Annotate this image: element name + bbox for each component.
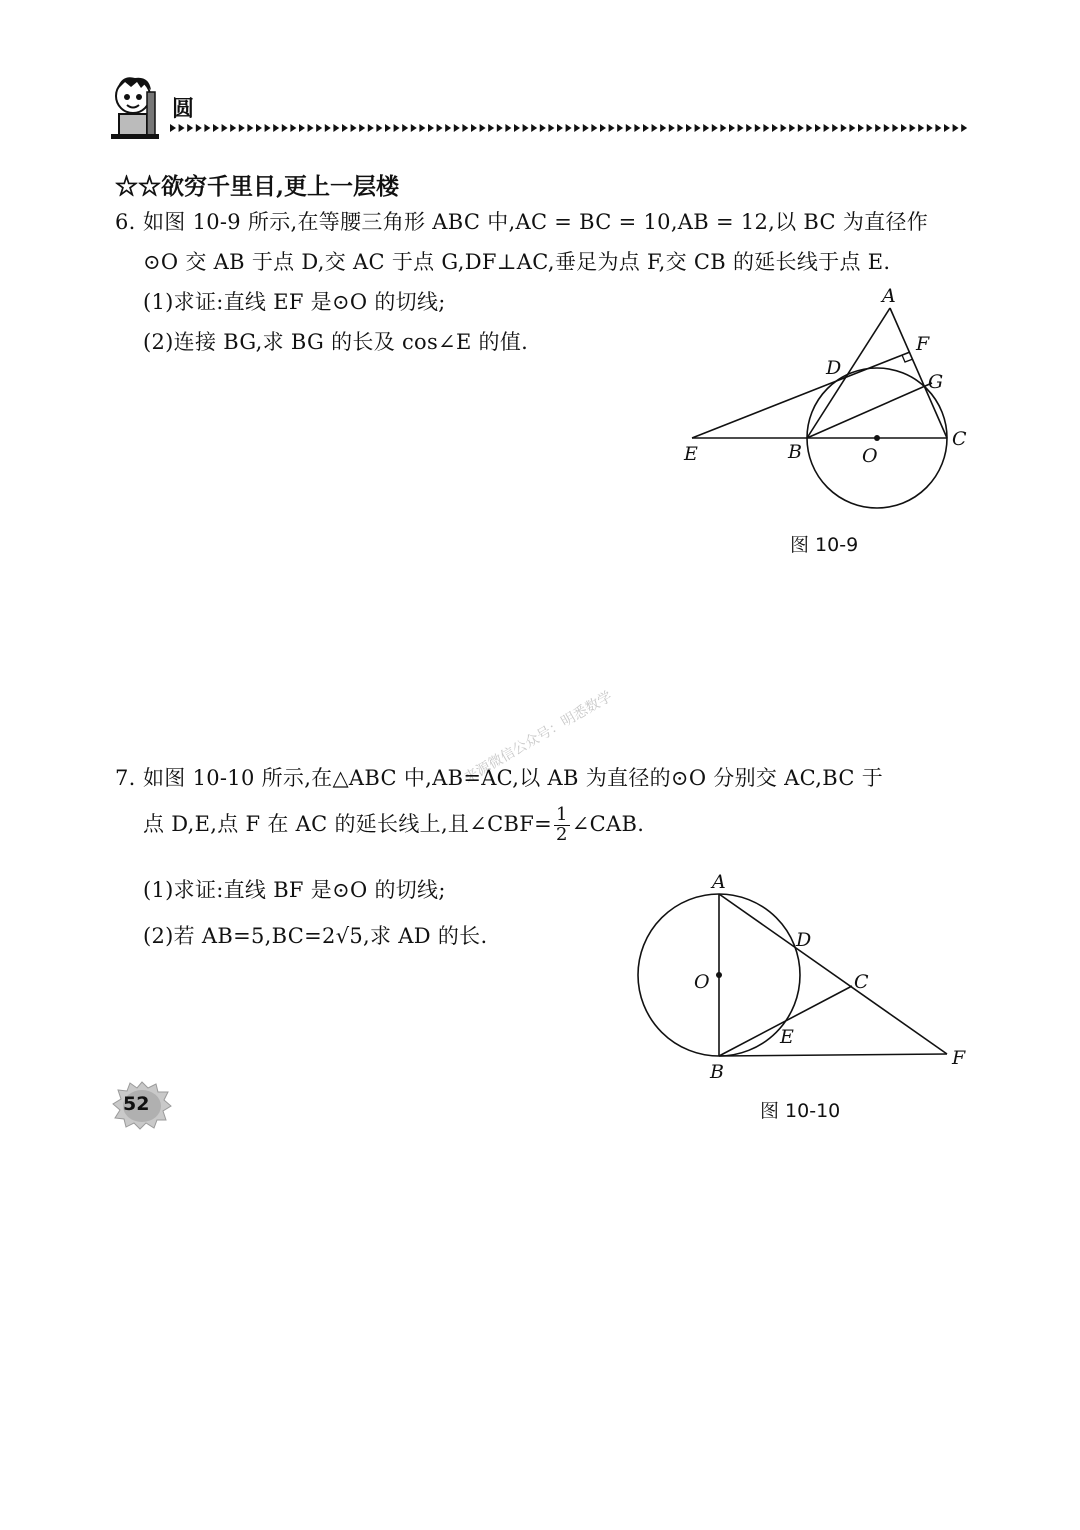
problem6-line1 (115, 206, 928, 236)
label-e: E (684, 443, 698, 465)
arrow-mark (875, 124, 881, 132)
arrow-mark (445, 124, 451, 132)
problem7-number: 7. (115, 766, 136, 790)
arrow-mark (944, 124, 950, 132)
arrow-mark (385, 124, 391, 132)
arrow-mark (755, 124, 761, 132)
arrow-mark (652, 124, 658, 132)
arrow-mark (566, 124, 572, 132)
arrow-mark (574, 124, 580, 132)
arrow-mark (179, 124, 185, 132)
arrow-mark (359, 124, 365, 132)
arrow-mark (695, 124, 701, 132)
arrow-mark (290, 124, 296, 132)
mascot-icon (105, 72, 167, 140)
arrow-mark (789, 124, 795, 132)
arrow-mark (471, 124, 477, 132)
label-b: B (710, 1061, 724, 1083)
arrow-mark (351, 124, 357, 132)
label-c: C (854, 971, 869, 993)
center-point-o (716, 972, 722, 978)
arrow-mark (402, 124, 408, 132)
arrow-mark (480, 124, 486, 132)
section-title: ☆☆欲穷千里目,更上一层楼 (115, 173, 400, 200)
page-number: 52 (123, 1093, 150, 1115)
label-o: O (694, 971, 710, 993)
line-ef (692, 352, 910, 438)
arrow-mark (437, 124, 443, 132)
arrow-mark (600, 124, 606, 132)
arrow-mark (832, 124, 838, 132)
arrow-mark (497, 124, 503, 132)
label-f: F (952, 1047, 966, 1069)
label-a: A (712, 871, 726, 893)
problem6-part1: (1)求证:直线 EF 是⊙O 的切线; (143, 290, 446, 314)
segment-bf (719, 1054, 947, 1056)
problem7-text2-post: ∠CAB. (571, 811, 645, 836)
problem7-text2-pre: 点 D,E,点 F 在 AC 的延长线上,且∠CBF= (143, 811, 552, 836)
arrow-mark (273, 124, 279, 132)
arrow-mark (540, 124, 546, 132)
arrow-mark (462, 124, 468, 132)
arrow-mark (316, 124, 322, 132)
arrow-mark (282, 124, 288, 132)
problem6-text1: 如图 10-9 所示,在等腰三角形 ABC 中,AC = BC = 10,AB = 12,以 BC 为直径作 (143, 210, 929, 234)
arrow-mark (806, 124, 812, 132)
arrow-mark (591, 124, 597, 132)
arrow-mark (867, 124, 873, 132)
arrow-mark (729, 124, 735, 132)
arrow-mark (738, 124, 744, 132)
arrow-mark (368, 124, 374, 132)
arrow-mark (204, 124, 210, 132)
label-c: C (952, 428, 967, 450)
arrow-mark (798, 124, 804, 132)
arrow-mark (454, 124, 460, 132)
fraction-one-half (554, 806, 570, 845)
arrow-mark (333, 124, 339, 132)
arrow-mark (609, 124, 615, 132)
arrow-mark (703, 124, 709, 132)
arrow-mark (841, 124, 847, 132)
arrow-mark (419, 124, 425, 132)
arrow-mark (342, 124, 348, 132)
arrow-mark (505, 124, 511, 132)
figure-10-10 (620, 868, 980, 1088)
label-g: G (928, 371, 944, 393)
arrow-mark (548, 124, 554, 132)
arrow-mark (523, 124, 529, 132)
arrow-mark (815, 124, 821, 132)
line-af (719, 894, 947, 1054)
arrow-mark (376, 124, 382, 132)
arrow-mark (901, 124, 907, 132)
arrow-mark (910, 124, 916, 132)
problem7-part1: (1)求证:直线 BF 是⊙O 的切线; (143, 878, 446, 902)
figure-10-10-caption: 图 10-10 (760, 1100, 841, 1122)
arrow-mark (394, 124, 400, 132)
problem6-part2: (2)连接 BG,求 BG 的长及 cos∠E 的值. (143, 330, 529, 354)
arrow-mark (746, 124, 752, 132)
figure-10-9 (670, 280, 990, 520)
arrow-mark (617, 124, 623, 132)
arrow-mark (196, 124, 202, 132)
figure-10-9-caption: 图 10-9 (790, 534, 859, 556)
arrow-mark (824, 124, 830, 132)
arrow-mark (686, 124, 692, 132)
arrow-mark (712, 124, 718, 132)
arrow-mark (557, 124, 563, 132)
arrow-mark (781, 124, 787, 132)
arrow-mark (884, 124, 890, 132)
watermark: 来源微信公众号：明悉数学 (461, 688, 615, 787)
arrow-mark (256, 124, 262, 132)
arrow-mark (892, 124, 898, 132)
problem7-part2: (2)若 AB=5,BC=2√5,求 AD 的长. (143, 924, 488, 948)
arrow-mark (488, 124, 494, 132)
label-a: A (882, 285, 896, 307)
arrow-mark (299, 124, 305, 132)
arrow-mark (170, 124, 176, 132)
arrow-mark (634, 124, 640, 132)
label-e: E (780, 1026, 794, 1048)
fraction-denominator: 2 (556, 823, 568, 845)
arrow-mark (308, 124, 314, 132)
arrow-mark (239, 124, 245, 132)
header-arrow-divider (170, 122, 970, 134)
arrow-mark (918, 124, 924, 132)
arrow-mark (927, 124, 933, 132)
segment-ba (807, 308, 890, 438)
arrow-mark (720, 124, 726, 132)
chapter-title: 圆 (172, 97, 195, 122)
label-d: D (826, 357, 842, 379)
label-d: D (796, 929, 812, 951)
arrow-mark (858, 124, 864, 132)
arrow-mark (763, 124, 769, 132)
arrow-mark (583, 124, 589, 132)
arrow-mark (428, 124, 434, 132)
arrow-mark (222, 124, 228, 132)
arrow-mark (325, 124, 331, 132)
arrow-mark (772, 124, 778, 132)
arrow-mark (187, 124, 193, 132)
problem6-number: 6. (115, 210, 136, 234)
arrow-mark (669, 124, 675, 132)
arrow-mark (247, 124, 253, 132)
arrow-mark (626, 124, 632, 132)
fraction-numerator: 1 (556, 804, 568, 825)
problem7-line1 (115, 762, 883, 792)
center-point-o (874, 435, 880, 441)
arrow-mark (531, 124, 537, 132)
arrow-mark (643, 124, 649, 132)
problem6-line2: ⊙O 交 AB 于点 D,交 AC 于点 G,DF⊥AC,垂足为点 F,交 CB 的延长线于点 E. (143, 250, 891, 274)
arrow-mark (961, 124, 967, 132)
arrow-mark (935, 124, 941, 132)
label-f: F (916, 333, 930, 355)
arrow-mark (265, 124, 271, 132)
arrow-mark (953, 124, 959, 132)
label-b: B (788, 441, 802, 463)
arrow-mark (660, 124, 666, 132)
arrow-mark (849, 124, 855, 132)
arrow-mark (213, 124, 219, 132)
problem7-text1: 如图 10-10 所示,在△ABC 中,AB=AC,以 AB 为直径的⊙O 分别交 AC,BC 于 (143, 766, 884, 790)
arrow-mark (411, 124, 417, 132)
arrow-mark (514, 124, 520, 132)
label-o: O (862, 445, 878, 467)
arrow-mark (677, 124, 683, 132)
problem7-line2 (143, 806, 644, 845)
arrow-mark (230, 124, 236, 132)
